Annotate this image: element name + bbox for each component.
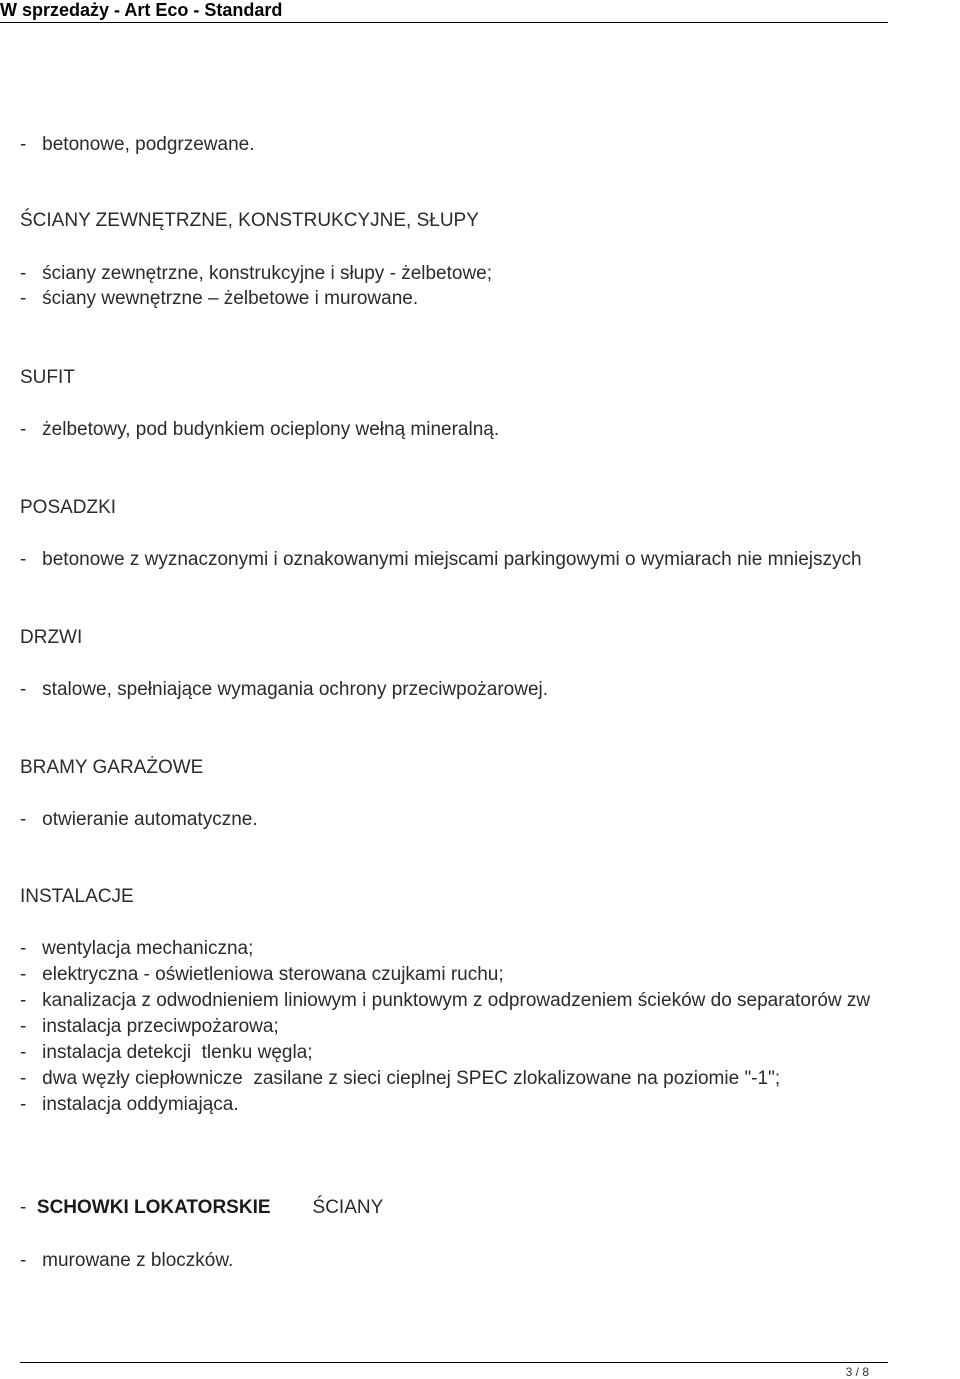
- list-item-instalacje-7: - instalacja oddymiająca.: [20, 1094, 239, 1115]
- section-heading-instalacje: INSTALACJE: [20, 886, 134, 907]
- list-item-instalacje-2: - elektryczna - oświetleniowa sterowana czujkami ruchu;: [20, 964, 504, 985]
- list-item-sufit: - żelbetowy, pod budynkiem ocieplony wełną mineralną.: [20, 419, 500, 440]
- section-heading-drzwi: DRZWI: [20, 627, 83, 648]
- section-heading-sciany: ŚCIANY ZEWNĘTRZNE, KONSTRUKCYJNE, SŁUPY: [20, 210, 479, 231]
- section-heading-bramy: BRAMY GARAŻOWE: [20, 757, 204, 778]
- page-number: 3 / 8: [845, 1365, 869, 1379]
- list-item-instalacje-6: - dwa węzły ciepłownicze zasilane z sieci cieplnej SPEC zlokalizowane na poziomie "-1";: [20, 1068, 781, 1089]
- section-heading-posadzki: POSADZKI: [20, 497, 117, 518]
- schowki-title: SCHOWKI LOKATORSKIE: [36, 1197, 271, 1218]
- footer-divider: [20, 1362, 888, 1363]
- list-item-drzwi: - stalowe, spełniające wymagania ochrony przeciwpożarowej.: [20, 679, 549, 700]
- header-title: W sprzedaży - Art Eco - Standard: [0, 0, 283, 20]
- list-item-instalacje-1: - wentylacja mechaniczna;: [20, 938, 254, 959]
- list-item-bramy: - otwieranie automatyczne.: [20, 809, 258, 830]
- section-heading-schowki: [20, 1196, 383, 1220]
- list-item-schowki: - murowane z bloczków.: [20, 1250, 234, 1271]
- list-item-sciany-1: - ściany zewnętrzne, konstrukcyjne i słupy - żelbetowe;: [20, 263, 493, 284]
- header-divider: [0, 22, 888, 23]
- list-item-instalacje-4: - instalacja przeciwpożarowa;: [20, 1016, 279, 1037]
- schowki-dash: -: [20, 1197, 27, 1218]
- list-item-instalacje-3: - kanalizacja z odwodnieniem liniowym i punktowym z odprowadzeniem ścieków do separatorów zw: [20, 990, 871, 1011]
- list-item-instalacje-5: - instalacja detekcji tlenku węgla;: [20, 1042, 313, 1063]
- list-item-betonowe: - betonowe, podgrzewane.: [20, 134, 255, 155]
- section-heading-sufit: SUFIT: [20, 367, 75, 388]
- schowki-subtitle: ŚCIANY: [312, 1197, 384, 1218]
- list-item-posadzki: - betonowe z wyznaczonymi i oznakowanymi miejscami parkingowymi o wymiarach nie mniejszych: [20, 549, 862, 570]
- list-item-sciany-2: - ściany wewnętrzne – żelbetowe i murowane.: [20, 288, 419, 309]
